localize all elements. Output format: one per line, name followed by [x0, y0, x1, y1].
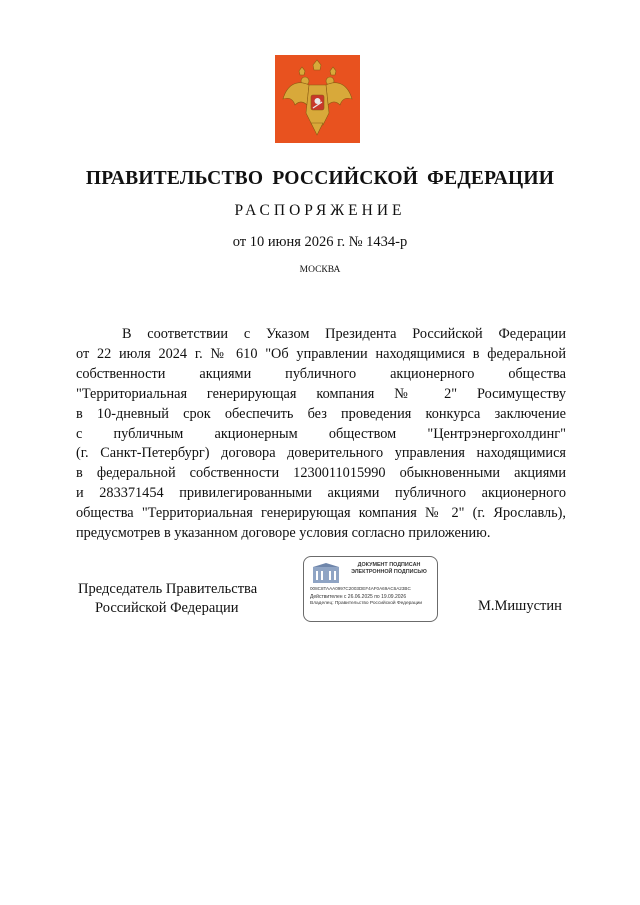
- order-text-line: и 283371454 привилегированными акциями публичного акционерного: [76, 485, 566, 502]
- order-text-line: предусмотрев в указанном договоре условия согласно приложению.: [76, 525, 491, 542]
- government-title: ПРАВИТЕЛЬСТВО РОССИЙСКОЙ ФЕДЕРАЦИИ: [85, 168, 555, 189]
- order-text-line: (г. Санкт-Петербург) договора доверительного управления находящимися: [76, 445, 566, 462]
- order-text-line: собственности акциями публичного акционерного общества: [76, 365, 566, 382]
- document-city: МОСКВА: [299, 265, 341, 275]
- signatory-position-line2: Российской Федерации: [95, 600, 239, 616]
- stamp-title: [344, 562, 434, 576]
- stamp-validity: Действителен с 26.06.2025 по 19.09.2026: [310, 594, 407, 600]
- order-text-line: от 22 июля 2024 г. № 610 "Об управлении находящимися в федеральной: [76, 345, 566, 362]
- coat-of-arms-icon: [275, 55, 360, 143]
- coat-of-arms-emblem: [275, 55, 360, 143]
- order-text-line: "Территориальная генерирующая компания № 2" Росимуществу: [76, 385, 566, 402]
- order-text: [76, 325, 566, 544]
- stamp-title-line2: ЭЛЕКТРОННОЙ ПОДПИСЬЮ: [351, 569, 427, 575]
- order-text-line: В соответствии с Указом Президента Российской Федерации: [122, 326, 566, 342]
- stamp-owner: Владелец: Правительство Российской Федерации: [310, 601, 423, 606]
- stamp-certificate: 008C8TAAA0997C2003DEF4AF0A69AC6A23BC: [310, 586, 411, 591]
- stamp-title-line1: ДОКУМЕНТ ПОДПИСАН: [357, 562, 421, 568]
- signatory-position: [78, 580, 257, 618]
- signatory-name: М.Мишустин: [478, 598, 562, 614]
- building-icon: [311, 563, 341, 583]
- order-text-line: общества "Территориальная генерирующая компания № 2" (г. Ярославль),: [76, 505, 566, 522]
- electronic-signature-stamp: [303, 556, 438, 622]
- document-date-number: от 10 июня 2026 г. № 1434-р: [232, 234, 408, 250]
- signatory-position-line1: Председатель Правительства: [78, 581, 258, 597]
- order-text-line: в федеральной собственности 1230011015990 обыкновенными акциями: [76, 465, 566, 482]
- order-text-line: с публичным акционерным обществом "Центрэнергохолдинг": [76, 425, 566, 442]
- order-text-line: в 10-дневный срок обеспечить без проведения конкурса заключение: [76, 405, 566, 422]
- document-type: РАСПОРЯЖЕНИЕ: [234, 202, 406, 219]
